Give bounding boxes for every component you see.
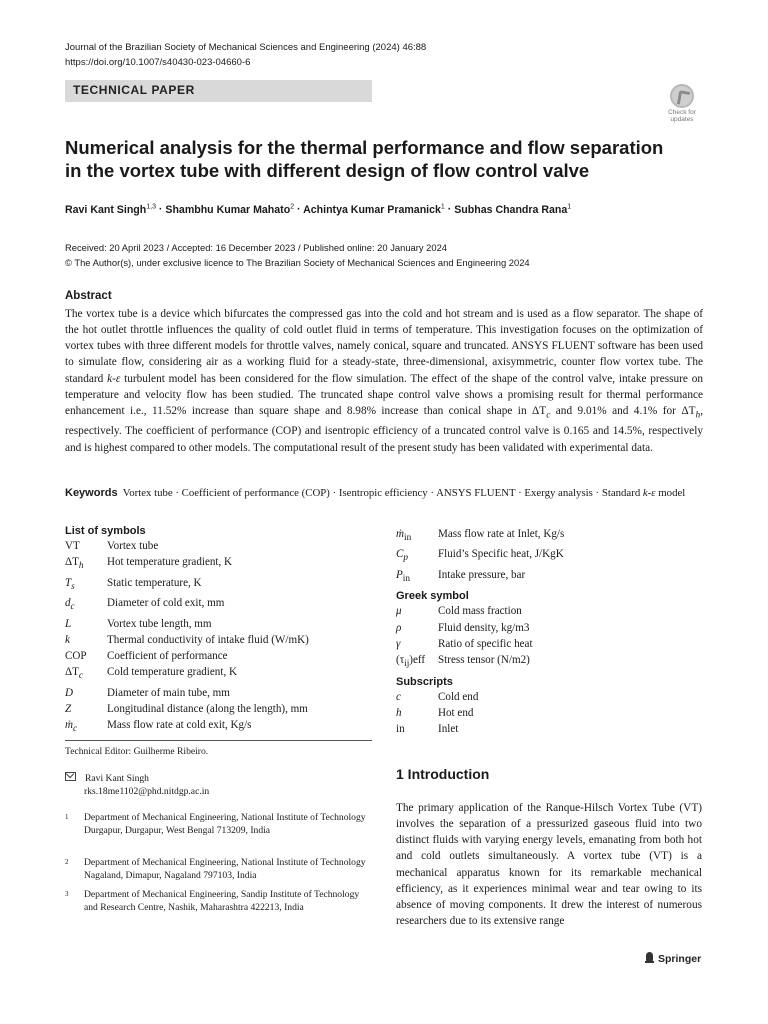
introduction-body: The primary application of the Ranque-Hilsch Vortex Tube (VT) involves the separation of a pressurized gaseous fluid into two distinct fluids with varying energy levels, emanating from both hot and cold outlets simultaneously. A vortex tube (VT) is a mechanical apparatus known for its remarkable mechanical efficiency, as it experiences minimal wear and tear owing to its absence of moving components. It drew the interest of numerous researchers due to its extensive range [396, 802, 702, 928]
symbol-row: k Thermal conductivity of intake fluid (W/mK) [65, 633, 309, 646]
title-line-2: in the vortex tube with different design of flow control valve [65, 160, 590, 181]
author[interactable]: Shambhu Kumar Mahato$^2$ [165, 203, 295, 216]
symbol-row: COP Coefficient of performance [65, 650, 228, 663]
publisher-logo [644, 952, 701, 965]
mail-icon [65, 772, 76, 781]
keywords-label: Keywords [65, 487, 118, 499]
subscripts-heading: Subscripts [396, 675, 453, 688]
symbol-row: D Diameter of main tube, mm [65, 686, 230, 699]
author-list: Ravi Kant Singh$^{1,3}$ · Shambhu Kumar Mahato$^2$ · Achintya Kumar Pramanick$^1$ · Subhas Chandra Rana$^1$ [65, 203, 572, 216]
symbol-row: $d_c$ Diameter of cold exit, mm [65, 597, 225, 613]
symbol-row: ṁ$_{in}$ Mass flow rate at Inlet, Kg/s [396, 528, 565, 544]
copyright-notice: © The Author(s), under exclusive licence to The Brazilian Society of Mechanical Sciences and Engineering 2024 [65, 256, 530, 268]
keywords: Keywords Vortex tube · Coefficient of performance (COP) · Isentropic efficiency · ANSYS FLUENT · Exergy analysis · Standard k-ε model [65, 487, 686, 499]
springer-horse-icon [644, 952, 655, 963]
symbol-row: $C_p$ Fluid’s Specific heat, J/KgK [396, 548, 564, 564]
paper-title [65, 136, 705, 182]
symbols-list-left [65, 525, 375, 738]
abstract-body: The vortex tube is a device which bifurcates the compressed gas into the cold and hot stream and is used as a flow separator. The shape of the hot outlet throttle influences the quality of cold outlet fluid in terms of temperature. This investigation focuses on the optimization of vortex tubes with three different models for throttle valves, namely conical, square and truncated. ANSYS FLUENT software has been used to simulate flow, considering air as a working fluid for a steady-state, three-dimensional, axisymmetric, counter flow vortex tube. The standard k-ε turbulent model has been considered for the flow simulation. The effect of the shape of the control valve, intake pressure on temperature and velocity flow has been studied. The truncated shape control valve shows a promising result for thermal performance enhancement i.e., 11.52% increase than square shape and 8.98% increase than conical shape in $\Delta T_c$ and 9.01% and 4.1% for $\Delta T_h$, respectively. The coefficient of performance (COP) and isentropic efficiency of a truncated control valve is 0.165 and 14.5%, respectively and is highest compared to other models. The computational result of the present study has been validated with experimental data. [65, 308, 704, 454]
author[interactable]: Achintya Kumar Pramanick$^1$ [303, 203, 445, 216]
symbol-row: γ Ratio of specific heat [396, 637, 533, 650]
symbol-row: L Vortex tube length, mm [65, 617, 212, 630]
affiliation-1: 1 Department of Mechanical Engineering, National Institute of Technology Durgapur, Durgapur, West Bengal 713209, India [65, 812, 366, 836]
symbol-row: μ Cold mass fraction [396, 605, 522, 618]
symbol-row: $\Delta T_h$ Hot temperature gradient, K [65, 556, 233, 572]
title-line-1: Numerical analysis for the thermal performance and flow separation [65, 137, 664, 158]
symbol-row: h Hot end [396, 706, 474, 719]
doi-link[interactable]: https://doi.org/10.1007/s40430-023-04660-6 [65, 57, 251, 68]
symbols-list-right [396, 526, 706, 737]
symbol-row: ṁ$_c$ Mass flow rate at cold exit, Kg/s [65, 719, 252, 735]
author[interactable]: Subhas Chandra Rana$^1$ [454, 203, 572, 216]
symbols-heading: List of symbols [65, 525, 146, 537]
corresponding-name: Ravi Kant Singh [85, 773, 149, 784]
corresponding-email[interactable]: rks.18me1102@phd.nitdgp.ac.in [84, 786, 210, 797]
footnote-divider [65, 740, 372, 741]
check-updates-label: Check for updates [668, 109, 696, 123]
introduction-heading: 1 Introduction [396, 766, 490, 782]
publisher-name: Springer [658, 953, 702, 965]
abstract-heading: Abstract [65, 290, 112, 302]
technical-editor-note: Technical Editor: Guilherme Ribeiro. [65, 746, 209, 757]
check-updates-icon [670, 84, 694, 108]
check-for-updates-badge[interactable] [662, 82, 702, 126]
journal-citation: Journal of the Brazilian Society of Mechanical Sciences and Engineering (2024) 46:88 [65, 42, 427, 53]
symbol-row: in Inlet [396, 723, 459, 736]
affiliation-2: 2 Department of Mechanical Engineering, National Institute of Technology Nagaland, Dimapur, Nagaland 797103, India [65, 857, 366, 881]
symbol-row: c Cold end [396, 690, 479, 703]
corresponding-author [65, 772, 209, 798]
article-type-bar [65, 80, 372, 102]
symbol-row: $\Delta T_c$ Cold temperature gradient, K [65, 666, 237, 682]
author[interactable]: Ravi Kant Singh$^{1,3}$ [65, 203, 156, 216]
affiliation-3: 3 Department of Mechanical Engineering, Sandip Institute of Technology and Research Centre, Nashik, Maharashtra 422213, India [65, 889, 360, 913]
symbol-row: Z Longitudinal distance (along the length), mm [65, 703, 308, 716]
history-dates: Received: 20 April 2023 / Accepted: 16 December 2023 / Published online: 20 January 2024 [65, 242, 448, 253]
symbol-row: ρ Fluid density, kg/m3 [396, 621, 530, 634]
publication-dates [65, 241, 530, 270]
symbol-row: $P_{in}$ Intake pressure, bar [396, 568, 526, 585]
article-type-label: TECHNICAL PAPER [73, 83, 195, 97]
greek-symbol-heading: Greek symbol [396, 590, 469, 603]
symbol-row: $T_s$ Static temperature, K [65, 576, 202, 592]
symbol-row: $(\tau_{ij})eff$ Stress tensor (N/m2) [396, 654, 530, 670]
journal-header [65, 40, 426, 70]
symbol-row: VT Vortex tube [65, 540, 159, 552]
